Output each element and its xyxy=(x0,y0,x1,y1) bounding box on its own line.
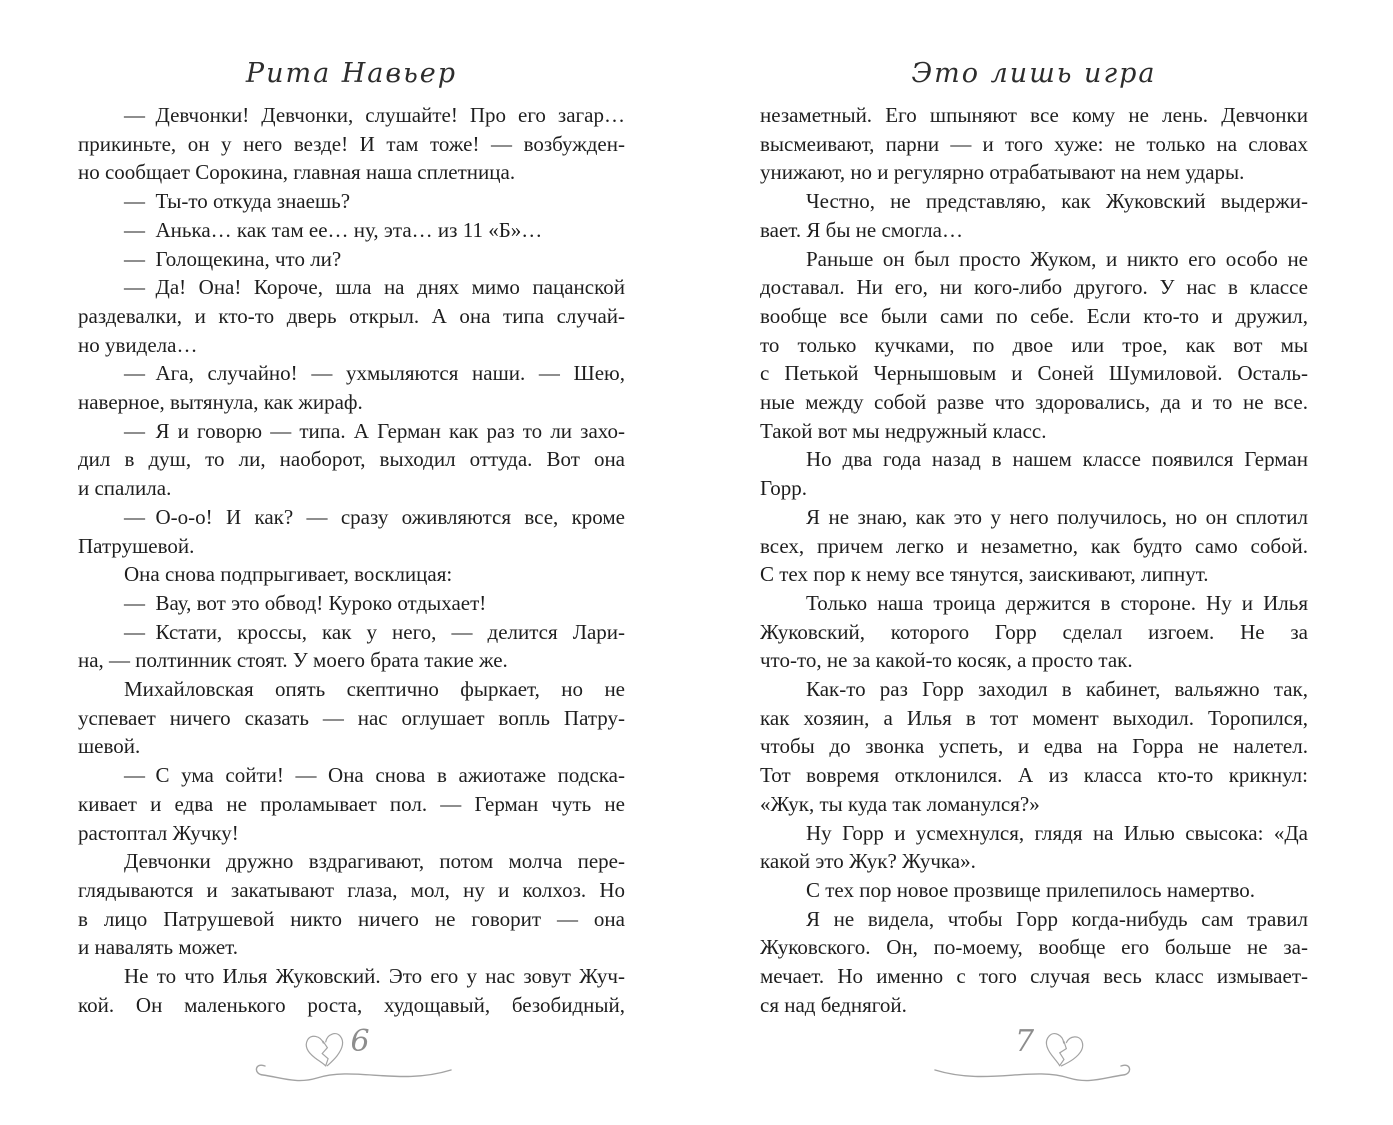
text-line: прикиньте, он у него везде! И там тоже! — возбужден- xyxy=(78,131,625,156)
text-line: — О-о-о! И как? — сразу оживляются все, кроме xyxy=(124,504,625,529)
text-line: ные между собой разве что здоровались, да и то не все. xyxy=(760,390,1308,415)
text-line: какой это Жук? Жучка». xyxy=(760,849,976,874)
text-line: всех, причем легко и незаметно, как будто само собой. xyxy=(760,533,1308,558)
text-line: наверное, вытянула, как жираф. xyxy=(78,390,363,415)
text-line: кивает и едва не проламывает пол. — Герман чуть не xyxy=(78,791,625,816)
text-line: — Я и говорю — типа. А Герман как раз то ли захо- xyxy=(124,418,625,443)
page-number: 6 xyxy=(350,1024,370,1059)
text-line: но увидела… xyxy=(78,332,198,357)
text-block-left xyxy=(78,101,625,1020)
text-line: с Петькой Чернышовым и Соней Шумиловой. Осталь- xyxy=(760,361,1308,386)
text-line: Она снова подпрыгивает, восклицая: xyxy=(124,562,453,587)
text-line: — Ты-то откуда знаешь? xyxy=(124,189,351,214)
running-head-author: Рита Навьер xyxy=(245,58,458,89)
text-line: Раньше он был просто Жуком, и никто его особо не xyxy=(806,246,1308,271)
text-line: Как-то раз Горр заходил в кабинет, вальяжно так, xyxy=(806,677,1308,702)
text-line: Ну Горр и усмехнулся, глядя на Илью свысока: «Да xyxy=(806,820,1308,845)
text-line: растоптал Жучку! xyxy=(78,820,239,845)
text-line: чтобы до звонка успеть, и едва на Горра не налетел. xyxy=(760,734,1308,759)
text-line: Жуковского. Он, по-моему, вообще его больше не за- xyxy=(760,935,1308,960)
text-line: Жуковский, которого Горр сделал изгоем. Не за xyxy=(760,619,1308,644)
text-line: на, — полтинник стоят. У моего брата такие же. xyxy=(78,648,508,673)
text-line: шевой. xyxy=(78,734,141,759)
page-footer-left xyxy=(247,1022,457,1094)
text-line: раздевалки, и кто-то дверь открыл. А она типа случай- xyxy=(78,303,625,328)
page-left xyxy=(78,0,625,1125)
text-line: ся над беднягой. xyxy=(760,992,907,1017)
text-line: Честно, не представляю, как Жуковский выдержи- xyxy=(806,189,1308,214)
text-line: Такой вот мы недружный класс. xyxy=(760,418,1047,443)
text-line: Михайловская опять скептично фыркает, но не xyxy=(124,677,625,702)
text-line: кой. Он маленького роста, худощавый, безобидный, xyxy=(78,992,625,1017)
text-line: как хозяин, а Илья в тот момент выходил. Торопился, xyxy=(760,705,1308,730)
text-line: — Ага, случайно! — ухмыляются наши. — Шею, xyxy=(124,361,625,386)
text-line: дил в душ, то ли, наоборот, выходил оттуда. Вот она xyxy=(78,447,625,472)
text-line: Тот вовремя отклонился. А из класса кто-то крикнул: xyxy=(760,763,1308,788)
text-line: Но два года назад в нашем классе появился Герман xyxy=(806,447,1308,472)
text-line: успевает ничего сказать — нас оглушает вопль Патру- xyxy=(78,705,625,730)
text-line: вает. Я бы не смогла… xyxy=(760,217,963,242)
text-line: мечает. Но именно с того случая весь класс измывает- xyxy=(760,964,1308,989)
text-line: — Девчонки! Девчонки, слушайте! Про его загар… xyxy=(124,103,625,127)
running-head-title: Это лишь игра xyxy=(911,58,1157,89)
text-line: Я не знаю, как это у него получилось, но он сплотил xyxy=(806,504,1308,529)
text-line: то только кучками, по двое или трое, как вот мы xyxy=(760,332,1308,357)
text-line: — С ума сойти! — Она снова в ажиотаже подска- xyxy=(124,763,625,788)
page-number: 7 xyxy=(1015,1024,1035,1059)
text-line: унижают, но и регулярно отрабатывают на нем удары. xyxy=(760,160,1245,185)
text-line: С тех пор новое прозвище прилепилось намертво. xyxy=(806,877,1255,902)
text-line: в лицо Патрушевой никто ничего не говорит — она xyxy=(78,906,625,931)
text-line: Горр. xyxy=(760,476,808,501)
text-line: глядываются и закатывают глаза, мол, ну и колхоз. Но xyxy=(78,877,625,902)
text-line: «Жук, ты куда так ломанулся?» xyxy=(760,791,1040,816)
text-line: и спалила. xyxy=(78,476,172,501)
text-line: высмеивают, парни — и того хуже: не только на словах xyxy=(760,131,1308,156)
text-block-right xyxy=(760,101,1308,1020)
text-line: — Голощекина, что ли? xyxy=(124,246,342,271)
text-line: Я не видела, чтобы Горр когда-нибудь сам травил xyxy=(806,906,1308,931)
text-line: Только наша троица держится в стороне. Ну и Илья xyxy=(806,590,1308,615)
text-line: но сообщает Сорокина, главная наша сплетница. xyxy=(78,160,516,185)
text-line: С тех пор к нему все тянутся, заискивают, липнут. xyxy=(760,562,1209,587)
text-line: незаметный. Его шпыняют все кому не лень. Девчонки xyxy=(760,103,1308,127)
page-right xyxy=(760,0,1308,1125)
text-line: что-то, не за какой-то косяк, а просто так. xyxy=(760,648,1133,673)
page-footer-right xyxy=(929,1022,1139,1094)
text-line: — Анька… как там ее… ну, эта… из 11 «Б»… xyxy=(124,217,543,242)
text-line: вообще все были сами по себе. Если кто-то и дружил, xyxy=(760,303,1308,328)
text-line: — Вау, вот это обвод! Куроко отдыхает! xyxy=(124,590,487,615)
text-line: — Кстати, кроссы, как у него, — делится Лари- xyxy=(124,619,625,644)
text-line: Девчонки дружно вздрагивают, потом молча пере- xyxy=(124,849,625,874)
text-line: Патрушевой. xyxy=(78,533,195,558)
text-line: Не то что Илья Жуковский. Это его у нас зовут Жуч- xyxy=(124,964,625,989)
text-line: и навалять может. xyxy=(78,935,239,960)
text-line: доставал. Ни его, ни кого-либо другого. У нас в классе xyxy=(760,275,1308,300)
text-line: — Да! Она! Короче, шла на днях мимо пацанской xyxy=(124,275,625,300)
